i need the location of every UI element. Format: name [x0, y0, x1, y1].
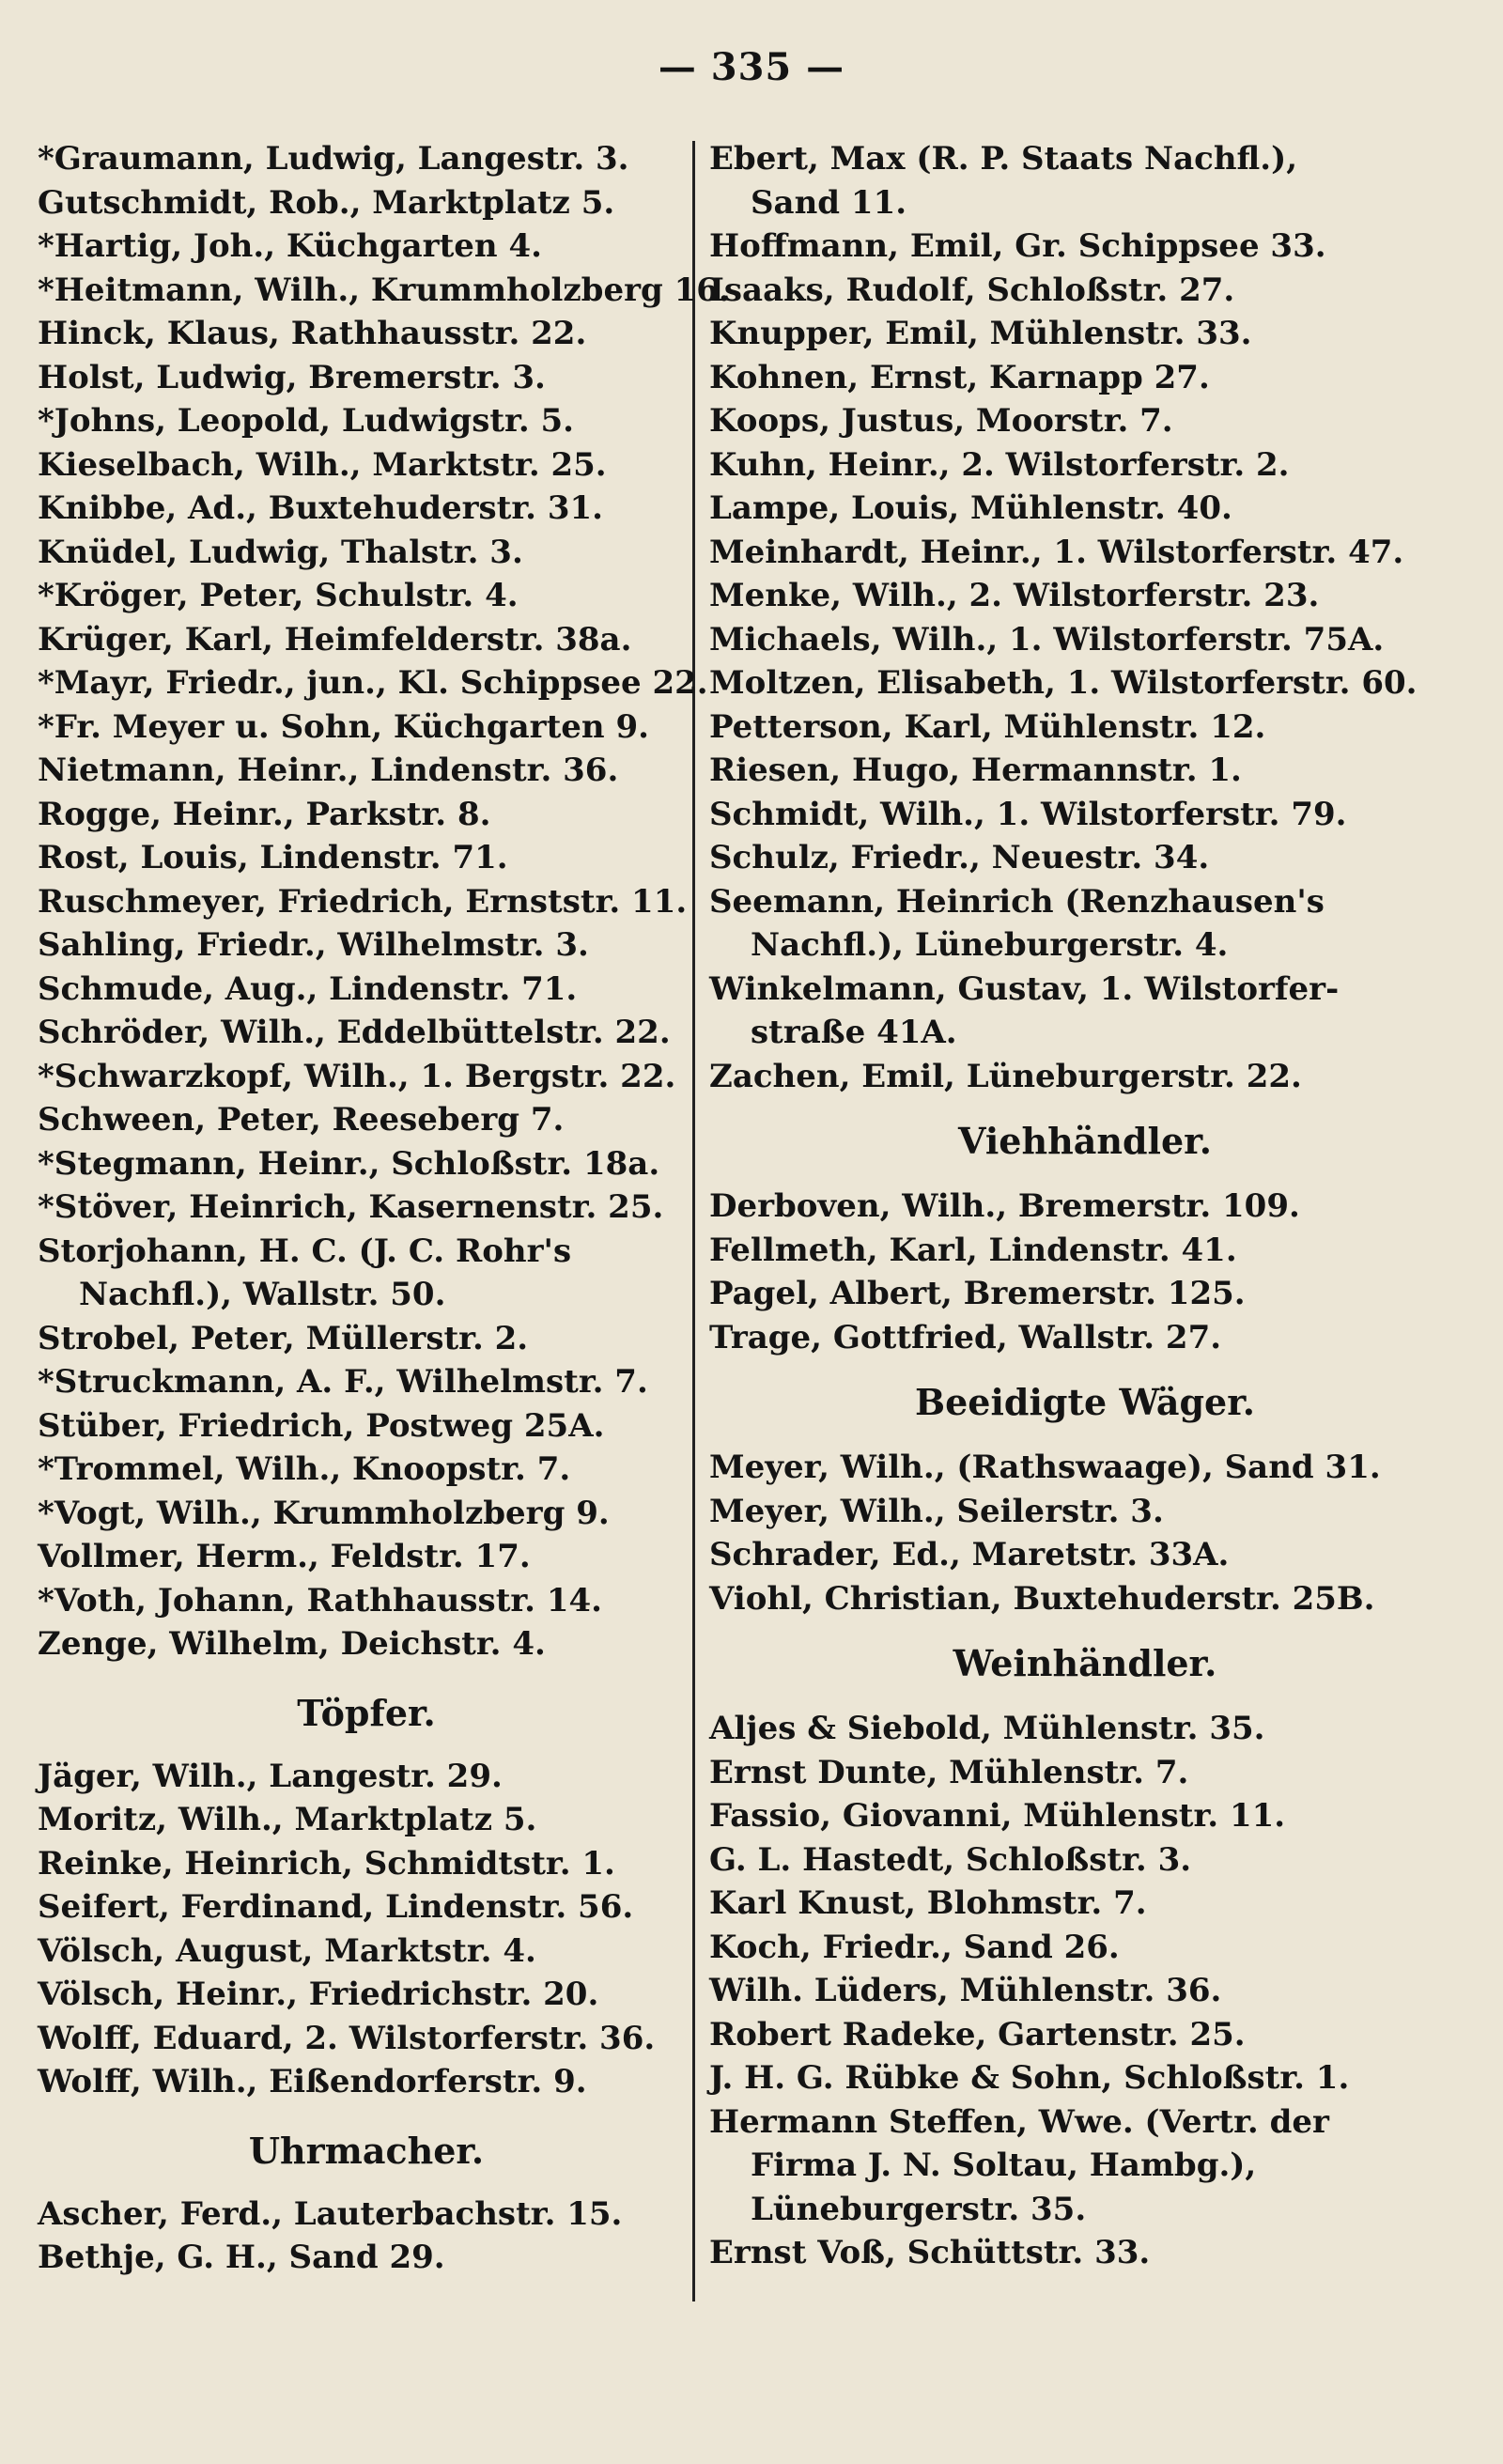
- waeger-list: [709, 1446, 1461, 1620]
- directory-entry: Ebert, Max (R. P. Staats Nachfl.),: [709, 140, 1298, 178]
- uhrmacher-list: [38, 2193, 695, 2280]
- directory-entry: Schmude, Aug., Lindenstr. 71.: [38, 969, 578, 1008]
- directory-entry: Zenge, Wilhelm, Deichstr. 4.: [38, 1625, 546, 1663]
- directory-entry: Schmidt, Wilh., 1. Wilstorferstr. 79.: [709, 795, 1347, 833]
- directory-entry: *Graumann, Ludwig, Langestr. 3.: [38, 140, 629, 178]
- directory-entry: Schulz, Friedr., Neuestr. 34.: [709, 839, 1210, 876]
- left-column: [38, 137, 730, 2280]
- directory-entry: Holst, Ludwig, Bremerstr. 3.: [38, 358, 546, 396]
- directory-entry: Moritz, Wilh., Marktplatz 5.: [38, 1801, 537, 1838]
- directory-entry: Derboven, Wilh., Bremerstr. 109.: [709, 1187, 1300, 1225]
- section-heading-wein: Weinhändler.: [953, 1642, 1217, 1684]
- directory-entry: Meyer, Wilh., Seilerstr. 3.: [709, 1492, 1164, 1530]
- directory-entry: Ernst Voß, Schüttstr. 33.: [709, 2234, 1151, 2271]
- directory-entry: Vollmer, Herm., Feldstr. 17.: [38, 1538, 531, 1575]
- directory-entry: Wolff, Wilh., Eißendorferstr. 9.: [38, 2063, 587, 2100]
- directory-entry: Riesen, Hugo, Hermannstr. 1.: [709, 752, 1242, 789]
- wein-list: [709, 1707, 1461, 2275]
- directory-entry: Bethje, G. H., Sand 29.: [38, 2239, 445, 2276]
- page-number: — 335 —: [658, 45, 845, 89]
- directory-entry: Nachfl.), Lüneburgerstr. 4.: [751, 926, 1229, 964]
- directory-entry: Wolff, Eduard, 2. Wilstorferstr. 36.: [38, 2019, 656, 2057]
- directory-entry: Seemann, Heinrich (Renzhausen's: [709, 882, 1325, 921]
- directory-entry: Knupper, Emil, Mühlenstr. 33.: [709, 315, 1252, 352]
- right-column: [709, 137, 1461, 2275]
- directory-entry: Knüdel, Ludwig, Thalstr. 3.: [38, 533, 523, 571]
- directory-entry: *Schwarzkopf, Wilh., 1. Bergstr. 22.: [38, 1057, 676, 1095]
- directory-entry: *Trommel, Wilh., Knoopstr. 7.: [38, 1450, 571, 1488]
- directory-entry: Krüger, Karl, Heimfelderstr. 38a.: [38, 620, 632, 659]
- directory-entry: Lüneburgerstr. 35.: [751, 2190, 1087, 2228]
- directory-entry: *Hartig, Joh., Küchgarten 4.: [38, 227, 542, 265]
- directory-entry: Schrader, Ed., Maretstr. 33A.: [709, 1536, 1230, 1573]
- section-heading-waeger: Beeidigte Wäger.: [915, 1381, 1255, 1423]
- directory-entry: Firma J. N. Soltau, Hambg.),: [751, 2146, 1257, 2184]
- directory-entry: Viohl, Christian, Buxtehuderstr. 25B.: [709, 1579, 1375, 1618]
- directory-entry: *Voth, Johann, Rathhausstr. 14.: [38, 1581, 603, 1619]
- directory-entry: Menke, Wilh., 2. Wilstorferstr. 23.: [709, 577, 1320, 614]
- directory-entry: *Stöver, Heinrich, Kasernenstr. 25.: [38, 1188, 664, 1226]
- directory-entry: Karl Knust, Blohmstr. 7.: [709, 1884, 1147, 1922]
- section-heading-uhrmacher: Uhrmacher.: [248, 2129, 485, 2172]
- directory-entry: Kohnen, Ernst, Karnapp 27.: [709, 358, 1210, 396]
- right-entries: [709, 137, 1461, 1098]
- directory-entry: Meinhardt, Heinr., 1. Wilstorferstr. 47.: [709, 533, 1404, 571]
- directory-entry: Michaels, Wilh., 1. Wilstorferstr. 75A.: [709, 620, 1385, 659]
- directory-entry: Strobel, Peter, Müllerstr. 2.: [38, 1319, 529, 1357]
- directory-entry: Schween, Peter, Reeseberg 7.: [38, 1101, 565, 1139]
- directory-entry: Reinke, Heinrich, Schmidtstr. 1.: [38, 1844, 615, 1883]
- directory-entry: J. H. G. Rübke & Sohn, Schloßstr. 1.: [709, 2059, 1350, 2097]
- directory-entry: Meyer, Wilh., (Rathswaage), Sand 31.: [709, 1449, 1381, 1486]
- directory-entry: *Vogt, Wilh., Krummholzberg 9.: [38, 1494, 610, 1532]
- directory-entry: *Johns, Leopold, Ludwigstr. 5.: [38, 402, 574, 440]
- directory-entry: straße 41A.: [751, 1014, 957, 1051]
- directory-entry: Ruschmeyer, Friedrich, Ernststr. 11.: [38, 882, 688, 921]
- directory-entry: Rost, Louis, Lindenstr. 71.: [38, 839, 508, 876]
- directory-entry: Fassio, Giovanni, Mühlenstr. 11.: [709, 1797, 1286, 1835]
- directory-entry: Moltzen, Elisabeth, 1. Wilstorferstr. 60.: [709, 664, 1418, 702]
- section-heading-vieh: Viehhändler.: [958, 1120, 1212, 1162]
- directory-entry: Ernst Dunte, Mühlenstr. 7.: [709, 1753, 1189, 1791]
- directory-entry: Völsch, August, Marktstr. 4.: [38, 1931, 536, 1970]
- directory-entry: *Kröger, Peter, Schulstr. 4.: [38, 577, 519, 614]
- vieh-list: [709, 1185, 1461, 1359]
- directory-entry: Wilh. Lüders, Mühlenstr. 36.: [709, 1972, 1222, 2009]
- directory-entry: Winkelmann, Gustav, 1. Wilstorfer-: [709, 969, 1340, 1008]
- directory-entry: Kieselbach, Wilh., Marktstr. 25.: [38, 445, 607, 484]
- directory-entry: Pagel, Albert, Bremerstr. 125.: [709, 1275, 1246, 1312]
- directory-entry: *Struckmann, A. F., Wilhelmstr. 7.: [38, 1363, 648, 1401]
- directory-entry: Schröder, Wilh., Eddelbüttelstr. 22.: [38, 1014, 671, 1051]
- directory-entry: Trage, Gottfried, Wallstr. 27.: [709, 1318, 1222, 1356]
- directory-entry: *Heitmann, Wilh., Krummholzberg 16.: [38, 271, 730, 309]
- directory-entry: Sand 11.: [751, 183, 907, 222]
- directory-entry: G. L. Hastedt, Schloßstr. 3.: [709, 1840, 1192, 1879]
- toepfer-list: [38, 1755, 695, 2104]
- left-entries: [38, 137, 730, 1666]
- directory-entry: *Fr. Meyer u. Sohn, Küchgarten 9.: [38, 707, 649, 746]
- directory-entry: Koch, Friedr., Sand 26.: [709, 1928, 1120, 1966]
- directory-entry: Hermann Steffen, Wwe. (Vertr. der: [709, 2102, 1329, 2141]
- directory-entry: Kuhn, Heinr., 2. Wilstorferstr. 2.: [709, 445, 1290, 484]
- directory-entry: Hoffmann, Emil, Gr. Schippsee 33.: [709, 227, 1326, 265]
- directory-entry: Jäger, Wilh., Langestr. 29.: [38, 1757, 503, 1795]
- directory-entry: Seifert, Ferdinand, Lindenstr. 56.: [38, 1888, 634, 1926]
- directory-entry: Hinck, Klaus, Rathhausstr. 22.: [38, 315, 587, 352]
- directory-entry: Aljes & Siebold, Mühlenstr. 35.: [709, 1710, 1265, 1747]
- directory-entry: Gutschmidt, Rob., Marktplatz 5.: [38, 183, 615, 222]
- directory-entry: Sahling, Friedr., Wilhelmstr. 3.: [38, 926, 589, 964]
- section-heading-toepfer: Töpfer.: [297, 1691, 436, 1734]
- directory-entry: *Stegmann, Heinr., Schloßstr. 18a.: [38, 1144, 660, 1183]
- directory-entry: *Mayr, Friedr., jun., Kl. Schippsee 22.: [38, 664, 708, 702]
- directory-entry: Zachen, Emil, Lüneburgerstr. 22.: [709, 1057, 1302, 1095]
- directory-entry: Knibbe, Ad., Buxtehuderstr. 31.: [38, 489, 603, 527]
- directory-entry: Ascher, Ferd., Lauterbachstr. 15.: [38, 2194, 623, 2233]
- directory-entry: Isaaks, Rudolf, Schloßstr. 27.: [709, 271, 1235, 309]
- directory-entry: Stüber, Friedrich, Postweg 25A.: [38, 1406, 605, 1445]
- directory-entry: Koops, Justus, Moorstr. 7.: [709, 402, 1173, 440]
- directory-entry: Robert Radeke, Gartenstr. 25.: [709, 2015, 1246, 2053]
- directory-entry: Rogge, Heinr., Parkstr. 8.: [38, 795, 491, 833]
- directory-entry: Petterson, Karl, Mühlenstr. 12.: [709, 707, 1266, 746]
- directory-entry: Fellmeth, Karl, Lindenstr. 41.: [709, 1231, 1237, 1269]
- directory-entry: Völsch, Heinr., Friedrichstr. 20.: [38, 1976, 599, 2013]
- directory-entry: Storjohann, H. C. (J. C. Rohr's: [38, 1232, 572, 1270]
- directory-entry: Lampe, Louis, Mühlenstr. 40.: [709, 489, 1232, 527]
- directory-entry: Nietmann, Heinr., Lindenstr. 36.: [38, 752, 619, 789]
- directory-entry: Nachfl.), Wallstr. 50.: [79, 1276, 446, 1313]
